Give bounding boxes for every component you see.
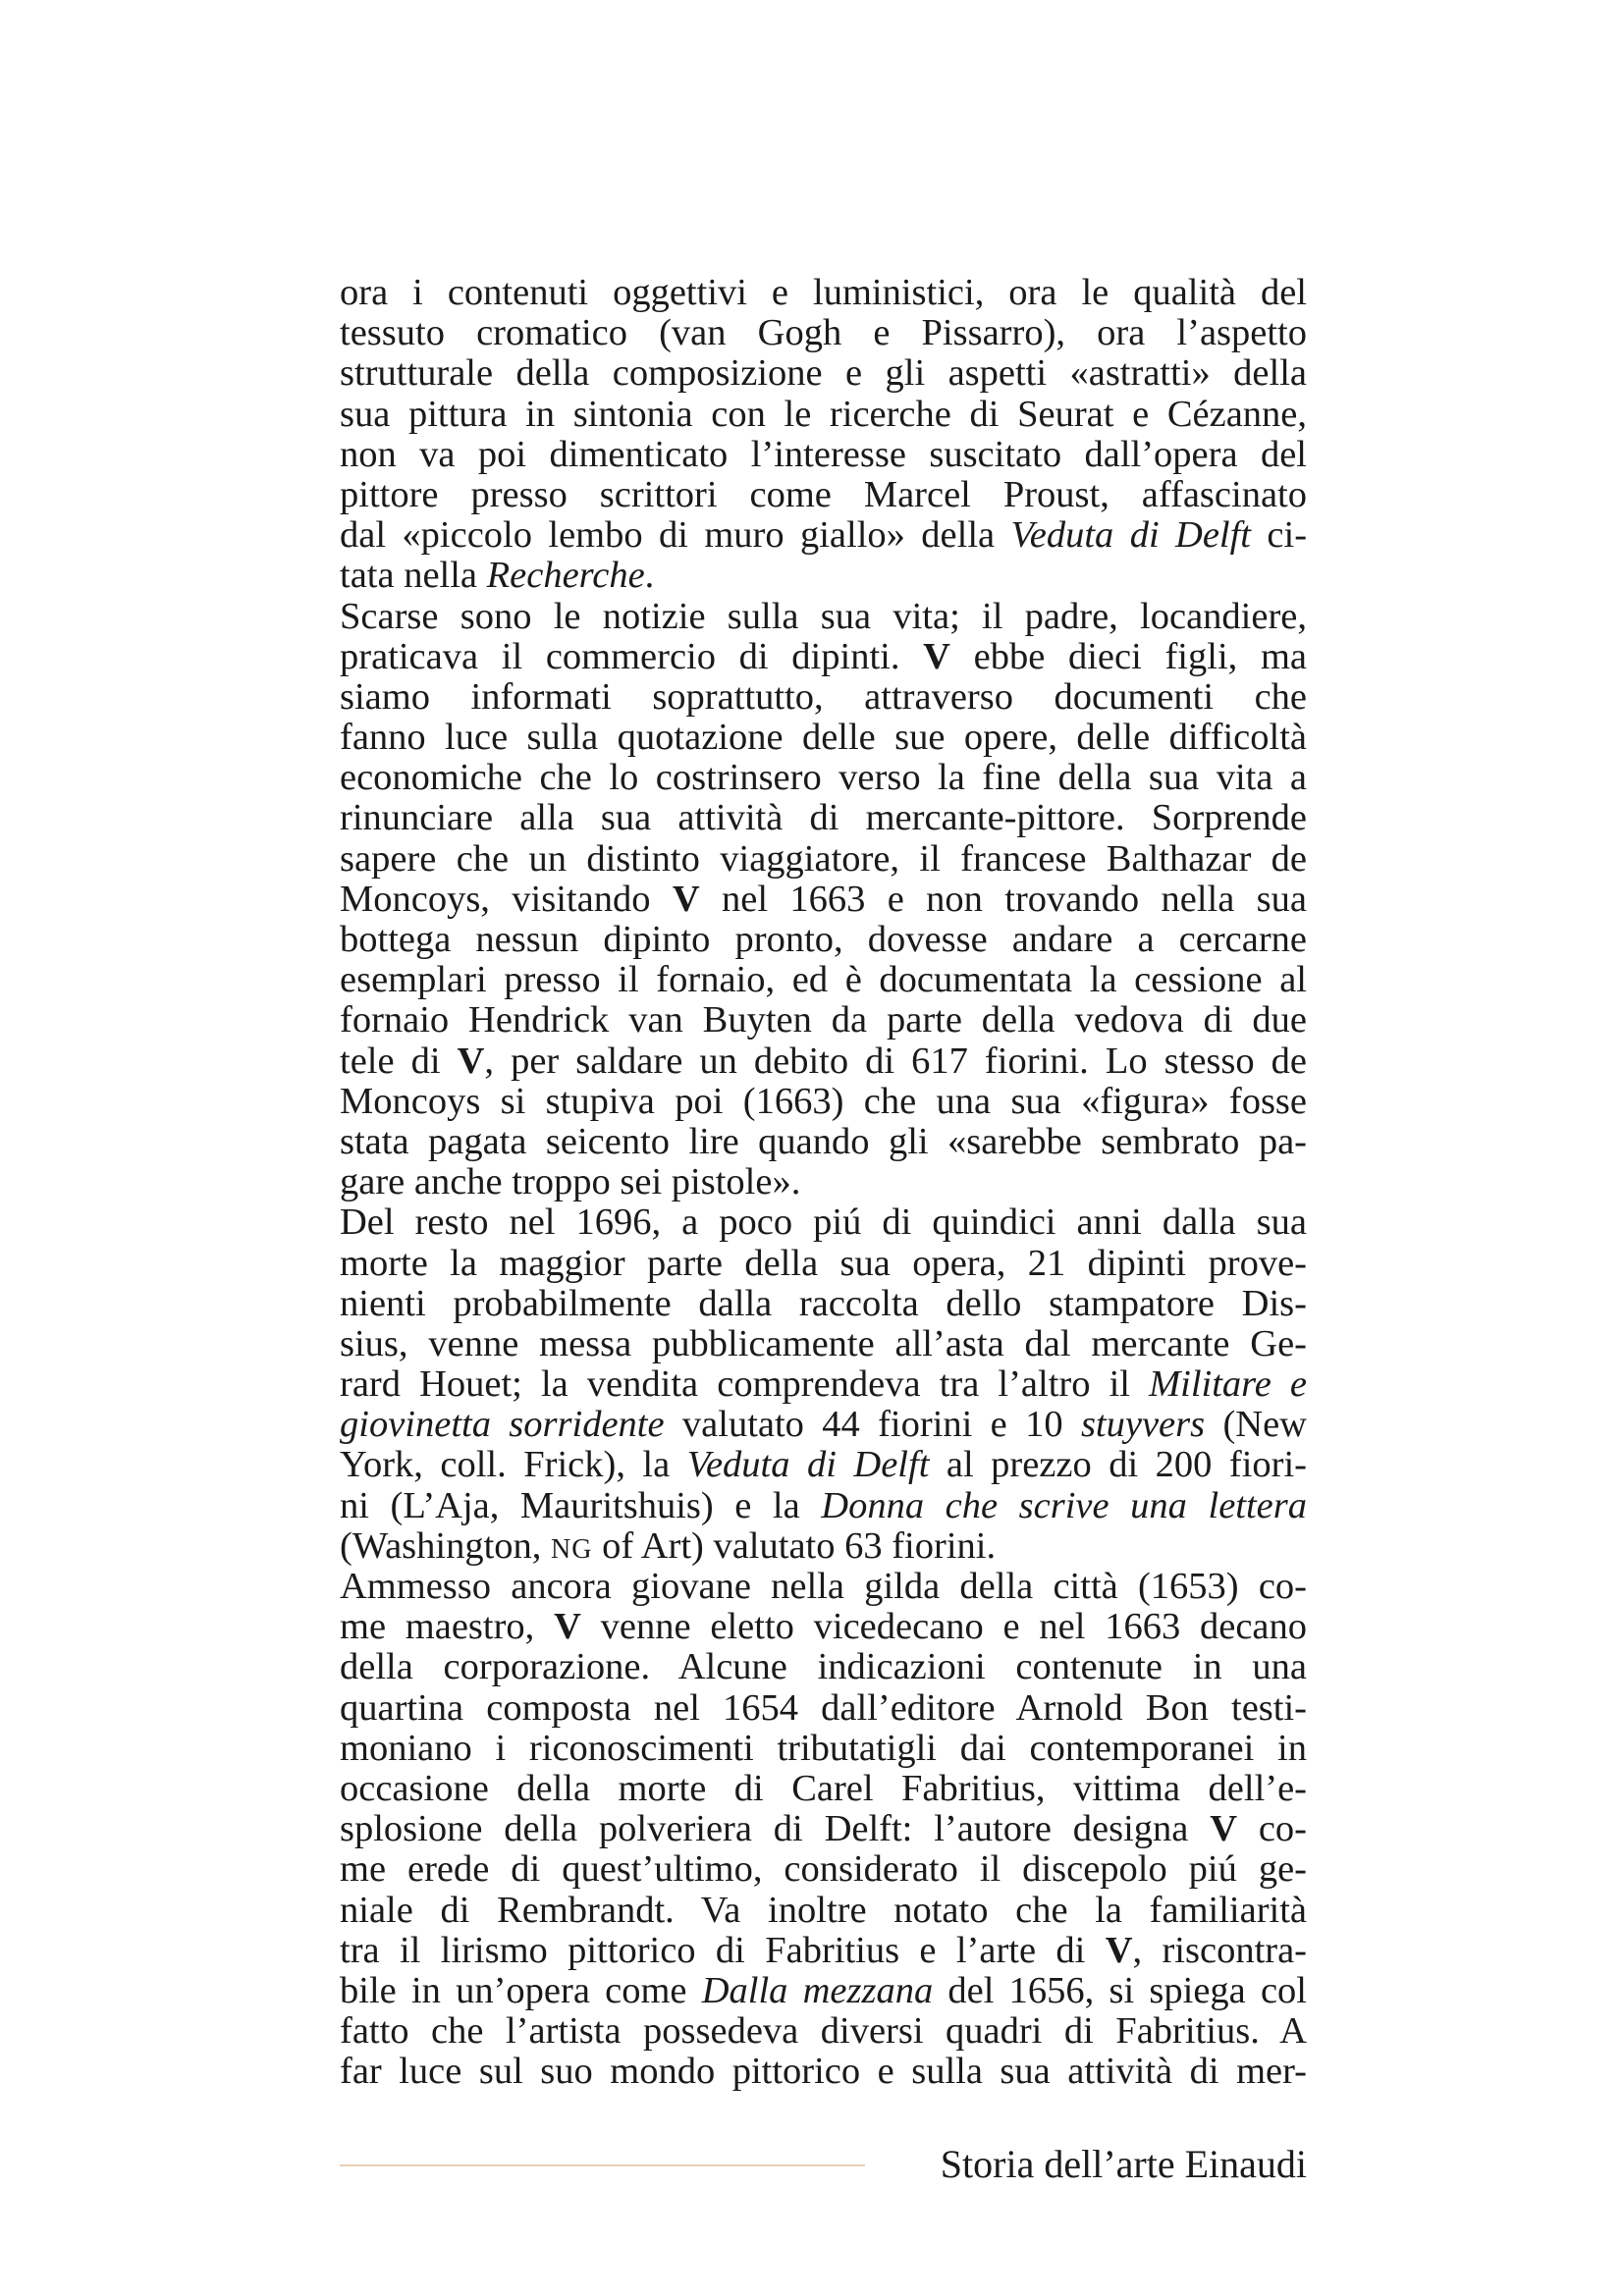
text-line: pittore presso scrittori come Marcel Proust, affascinato — [340, 474, 1307, 515]
text-line: occasione della morte di Carel Fabritius, vittima dell’e- — [340, 1768, 1307, 1809]
text-line: quartina composta nel 1654 dall’editore Arnold Bon testi- — [340, 1687, 1307, 1729]
footer-rule — [340, 2164, 865, 2166]
text-line: rard Houet; la vendita comprendeva tra l’altro il Militare e — [340, 1364, 1307, 1406]
text-line: Moncoys si stupiva poi (1663) che una sua «figura» fosse — [340, 1081, 1307, 1122]
text-line: morte la maggior parte della sua opera, 21 dipinti prove- — [340, 1243, 1307, 1284]
text-line: Ammesso ancora giovane nella gilda della città (1653) co- — [340, 1567, 1307, 1607]
text-line: praticava il commercio di dipinti. V ebbe dieci figli, ma — [340, 636, 1307, 677]
text-line: (Washington, NG of Art) valutato 63 fiorini. — [340, 1525, 997, 1567]
text-line: sua pittura in sintonia con le ricerche di Seurat e Cézanne, — [340, 394, 1307, 435]
text-line: dal «piccolo lembo di muro giallo» della Veduta di Delft ci- — [340, 515, 1307, 557]
text-line: rinunciare alla sua attività di mercante-pittore. Sorprende — [340, 798, 1307, 839]
text-line: fatto che l’artista possedeva diversi quadri di Fabritius. A — [340, 2011, 1307, 2053]
text-line: fanno luce sulla quotazione delle sue opere, delle difficoltà — [340, 718, 1307, 759]
text-line: me maestro, V venne eletto vicedecano e nel 1663 decano — [340, 1607, 1307, 1648]
text-line: Del resto nel 1696, a poco piú di quindici anni dalla sua — [340, 1202, 1307, 1244]
text-line: tra il lirismo pittorico di Fabritius e l’arte di V, riscontra- — [340, 1930, 1307, 1971]
text-line: bottega nessun dipinto pronto, dovesse andare a cercarne — [340, 920, 1307, 960]
text-line: economiche che lo costrinsero verso la fine della sua vita a — [340, 758, 1307, 799]
text-line: far luce sul suo mondo pittorico e sulla sua attività di mer- — [340, 2052, 1307, 2093]
text-line: strutturale della composizione e gli aspetti «astratti» della — [340, 353, 1307, 395]
body-text — [340, 273, 1307, 2092]
text-line: gare anche troppo sei pistole». — [340, 1162, 801, 1203]
text-line: non va poi dimenticato l’interesse suscitato dall’opera del — [340, 434, 1307, 475]
text-line: tata nella Recherche. — [340, 556, 655, 597]
text-line: me erede di quest’ultimo, considerato il discepolo piú ge- — [340, 1849, 1307, 1891]
text-line: stata pagata seicento lire quando gli «sarebbe sembrato pa- — [340, 1121, 1307, 1162]
text-line: niale di Rembrandt. Va inoltre notato che la familiarità — [340, 1890, 1307, 1931]
text-line: tessuto cromatico (van Gogh e Pissarro), ora l’aspetto — [340, 313, 1307, 354]
text-line: moniano i riconoscimenti tributatigli dai contemporanei in — [340, 1728, 1307, 1769]
text-line: Moncoys, visitando V nel 1663 e non trovando nella sua — [340, 879, 1307, 920]
footer-title: Storia dell’arte Einaudi — [940, 2142, 1307, 2186]
text-line: fornaio Hendrick van Buyten da parte della vedova di due — [340, 1000, 1307, 1041]
text-line: Scarse sono le notizie sulla sua vita; il padre, locandiere, — [340, 596, 1307, 637]
page-footer — [340, 2140, 1307, 2189]
text-line: sius, venne messa pubblicamente all’asta dal mercante Ge- — [340, 1323, 1307, 1364]
text-line: nienti probabilmente dalla raccolta dello stampatore Dis- — [340, 1283, 1307, 1324]
text-line: esemplari presso il fornaio, ed è documentata la cessione al — [340, 960, 1307, 1001]
text-line: tele di V, per saldare un debito di 617 fiorini. Lo stesso de — [340, 1041, 1307, 1082]
text-line: York, coll. Frick), la Veduta di Delft al prezzo di 200 fiori- — [340, 1445, 1307, 1486]
text-line: siamo informati soprattutto, attraverso documenti che — [340, 676, 1307, 718]
text-line: giovinetta sorridente valutato 44 fiorini e 10 stuyvers (New — [340, 1405, 1307, 1446]
text-line: bile in un’opera come Dalla mezzana del 1656, si spiega col — [340, 1970, 1307, 2011]
text-line: ni (L’Aja, Mauritshuis) e la Donna che scrive una lettera — [340, 1485, 1307, 1526]
text-line: della corporazione. Alcune indicazioni contenute in una — [340, 1647, 1307, 1688]
text-line: splosione della polveriera di Delft: l’autore designa V co- — [340, 1809, 1307, 1850]
text-line: ora i contenuti oggettivi e luministici, ora le qualità del — [340, 273, 1307, 313]
text-line: sapere che un distinto viaggiatore, il francese Balthazar de — [340, 838, 1307, 880]
